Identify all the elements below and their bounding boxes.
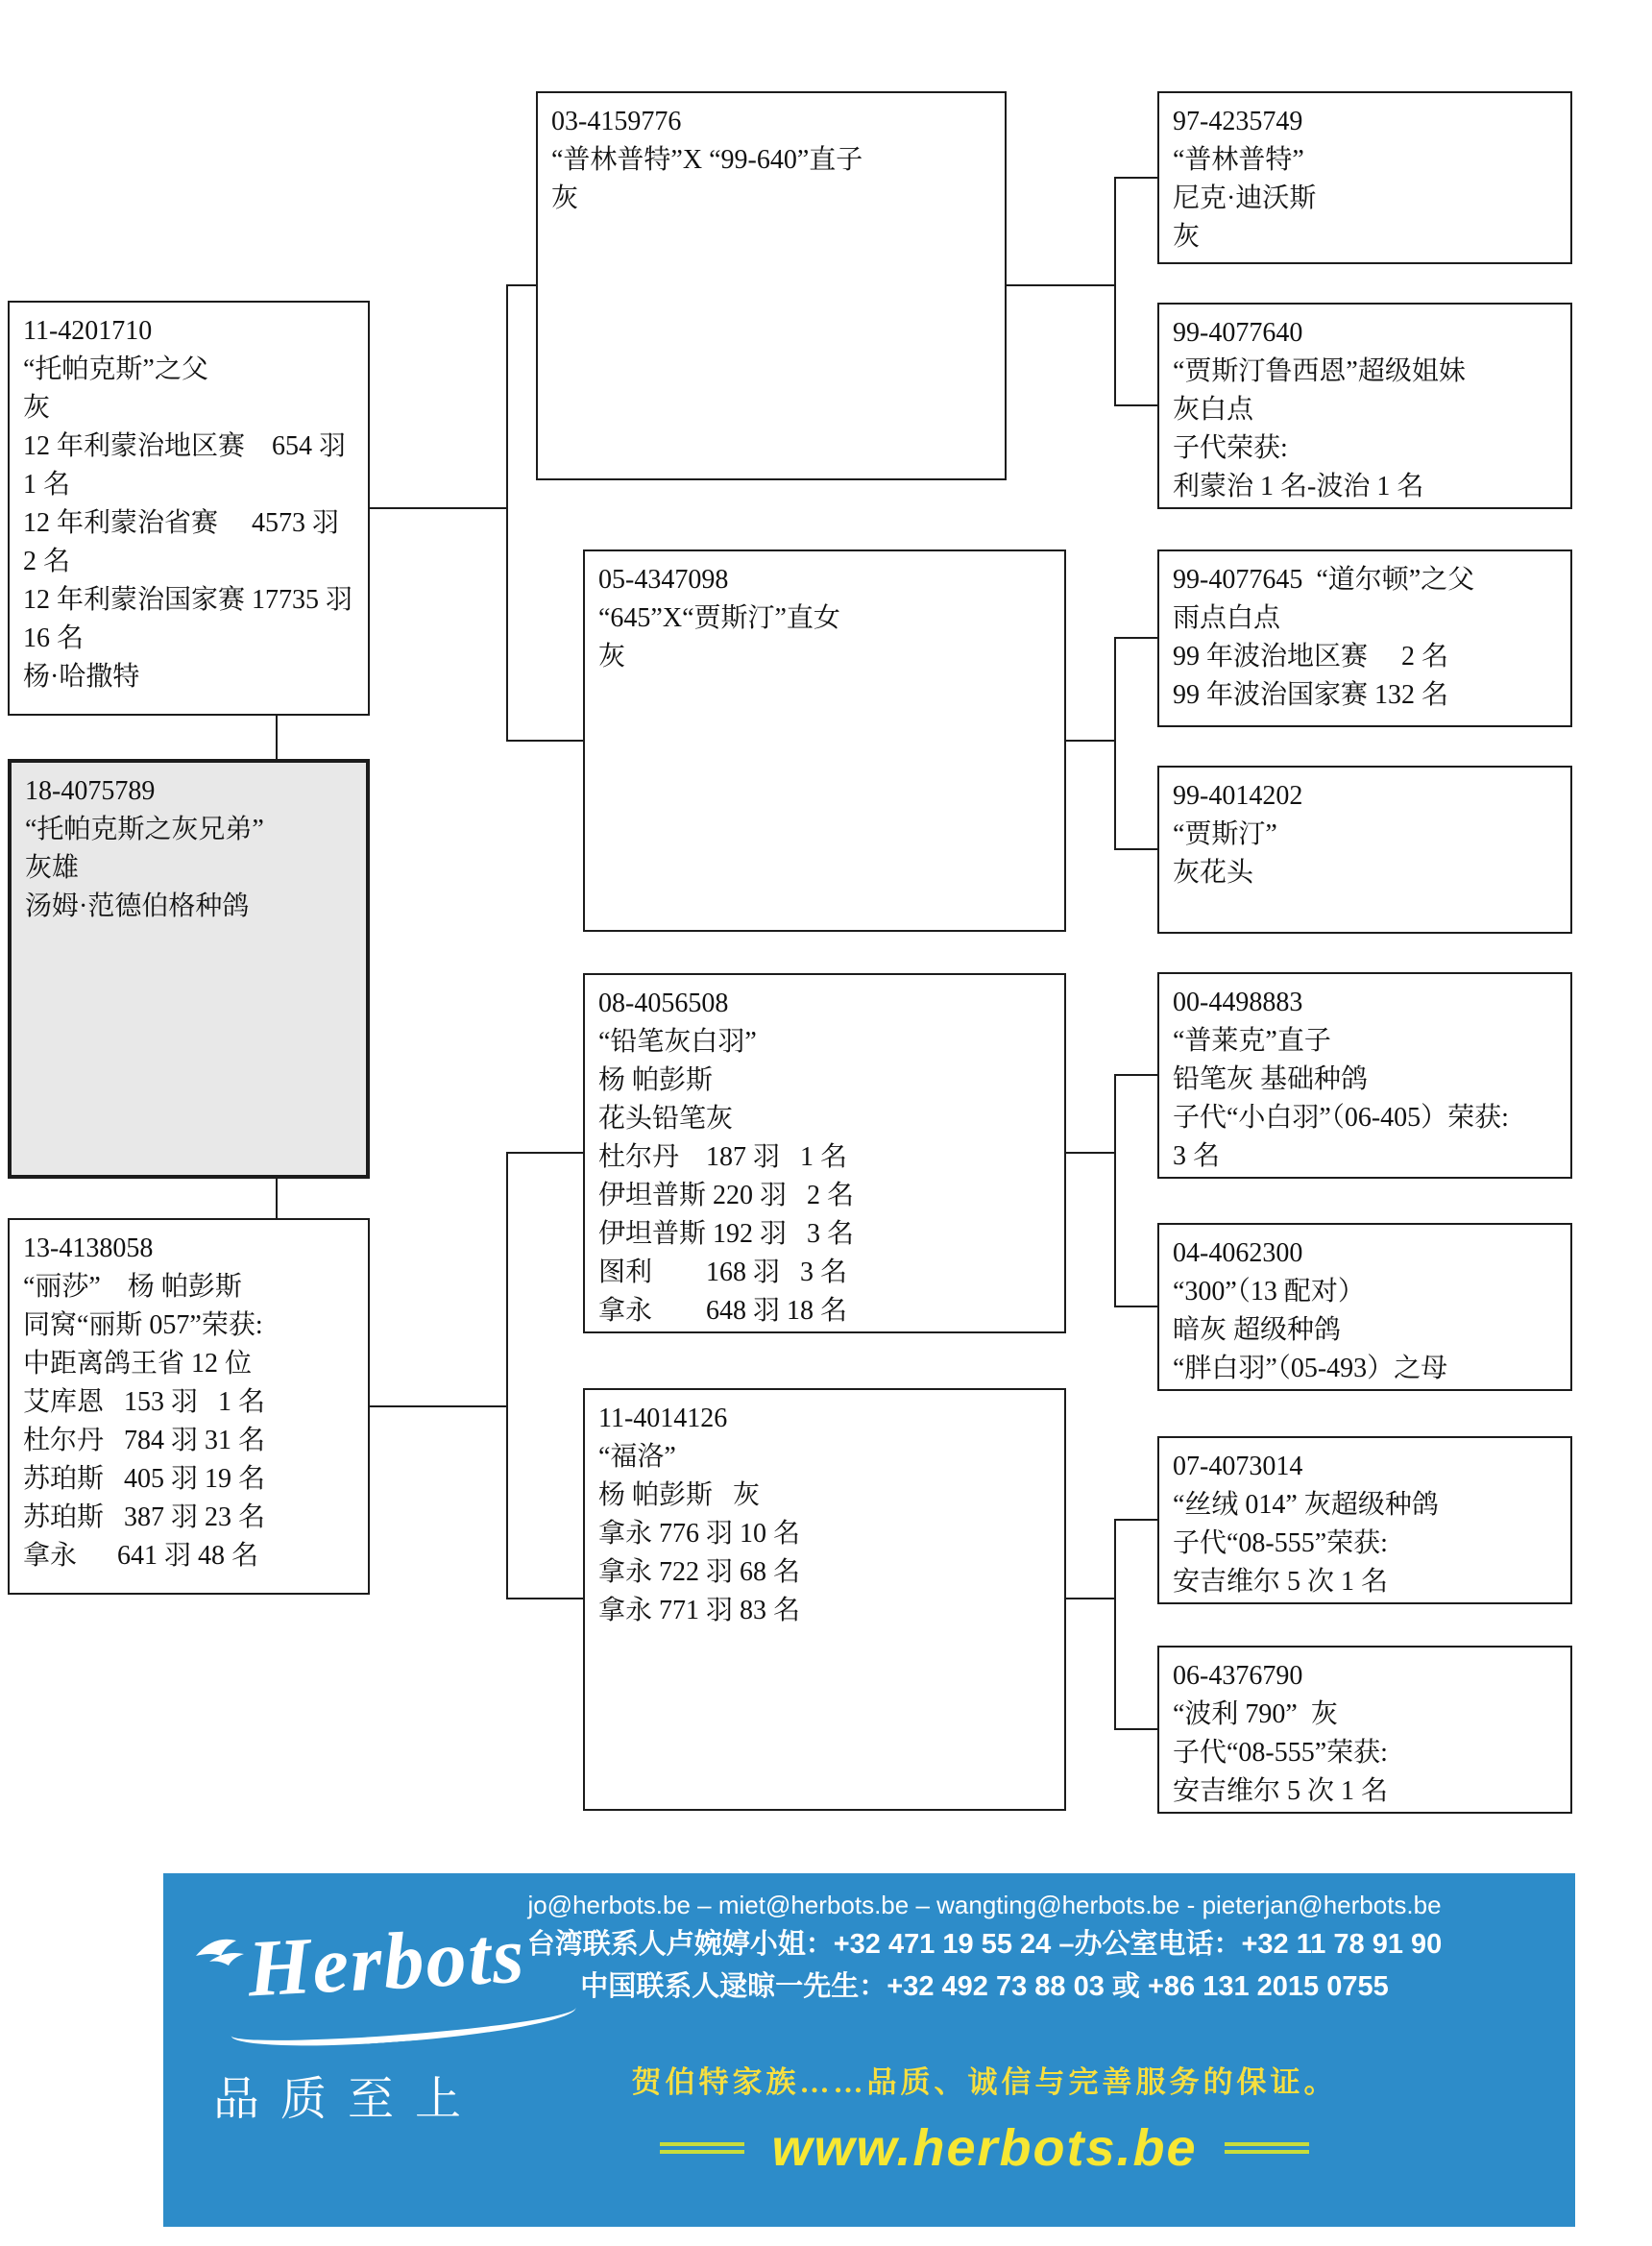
pedigree-line: 07-4073014 [1173, 1452, 1303, 1481]
pedigree-line: 11-4014126 [598, 1404, 728, 1433]
pedigree-box-99-4014202 [1157, 766, 1572, 934]
pedigree-line: 伊坦普斯 192 羽 3 名 [598, 1219, 855, 1249]
pedigree-line: 99-4077645 “道尔顿”之父 [1173, 565, 1475, 595]
pedigree-line: 12 年利蒙治国家赛 17735 羽 16 名 [23, 585, 360, 653]
pedigree-line: 艾库恩 153 羽 1 名 [23, 1387, 266, 1417]
pedigree-line: 苏珀斯 387 羽 23 名 [23, 1502, 266, 1532]
pedigree-line: “普林普特” [1173, 145, 1304, 175]
pedigree-line: 灰 [598, 642, 626, 671]
connector-line [1066, 1598, 1114, 1599]
pedigree-line: 04-4062300 [1173, 1238, 1303, 1268]
banner-website: www.herbots.be [771, 2119, 1198, 2177]
pedigree-line: 汤姆·范德伯格种鸽 [25, 891, 250, 921]
banner-tagline: 贺伯特家族……品质、诚信与完善服务的保证。 [631, 2065, 1338, 2099]
pedigree-line: 利蒙治 1 名-波治 1 名 [1173, 472, 1424, 501]
pedigree-line: 灰 [23, 393, 51, 423]
pedigree-line: “普林普特”X “99-640”直子 [551, 145, 863, 175]
pedigree-line: 99 年波治地区赛 2 名 [1173, 642, 1449, 671]
pedigree-line: 拿永 722 羽 68 名 [598, 1557, 801, 1587]
connector-line [506, 1598, 583, 1599]
pedigree-line: 灰 [1173, 222, 1201, 252]
connector-line [276, 716, 278, 759]
connector-line [1114, 404, 1157, 406]
pedigree-line: 拿永 641 羽 48 名 [23, 1541, 259, 1571]
pedigree-line: 12 年利蒙治地区赛 654 羽 1 名 [23, 431, 367, 500]
pedigree-line: 中距离鸽王省 12 位 [23, 1349, 253, 1379]
pedigree-line: 99-4077640 [1173, 318, 1303, 348]
banner-taiwan-contact: 台湾联系人卢婉婷小姐：+32 471 19 55 24 –办公室电话：+32 11 78 91 90 [526, 1929, 1443, 1960]
decor-double-line [1225, 2142, 1309, 2154]
pedigree-box-99-4077645 [1157, 549, 1572, 727]
herbots-banner [163, 1873, 1575, 2227]
pedigree-line: 子代“08-555”荣获: [1173, 1528, 1388, 1558]
pedigree-line: “贾斯汀鲁西恩”超级姐妹 [1173, 356, 1466, 386]
pedigree-line: 安吉维尔 5 次 1 名 [1173, 1567, 1389, 1597]
pedigree-line: 安吉维尔 5 次 1 名 [1173, 1776, 1389, 1806]
pedigree-line: 灰花头 [1173, 858, 1254, 888]
pedigree-box-11-4014126 [583, 1388, 1066, 1811]
pedigree-box-08-4056508 [583, 973, 1066, 1333]
connector-line [1114, 1519, 1116, 1730]
pedigree-line: “波利 790” 灰 [1173, 1699, 1338, 1729]
pedigree-line: 12 年利蒙治省赛 4573 羽 2 名 [23, 508, 360, 576]
pedigree-line: 99 年波治国家赛 132 名 [1173, 680, 1449, 710]
connector-line [1114, 1728, 1157, 1730]
pedigree-box-06-4376790 [1157, 1646, 1572, 1814]
connector-line [1114, 848, 1157, 850]
pedigree-line: “胖白羽”（05-493）之母 [1173, 1354, 1448, 1383]
banner-slogan: 品质至上 [213, 2074, 483, 2125]
pedigree-line: 18-4075789 [25, 776, 156, 806]
connector-line [370, 1405, 506, 1407]
banner-china-contact: 中国联系人逯晾一先生：+32 492 73 88 03 或 +86 131 2015 0755 [580, 1971, 1389, 2002]
pedigree-line: “贾斯汀” [1173, 819, 1277, 849]
pedigree-line: 伊坦普斯 220 羽 2 名 [598, 1181, 855, 1210]
pedigree-line: 00-4498883 [1173, 988, 1303, 1017]
pedigree-line: 同窝“丽斯 057”荣获: [23, 1310, 263, 1340]
pedigree-line: 子代“08-555”荣获: [1173, 1738, 1388, 1768]
pedigree-line: 子代“小白羽”（06-405）荣获: [1173, 1103, 1509, 1133]
pedigree-line: 灰白点 [1173, 395, 1254, 425]
connector-line [276, 1179, 278, 1218]
connector-line [506, 1152, 508, 1599]
pedigree-line: 花头铅笔灰 [598, 1104, 734, 1134]
pedigree-line: 拿永 776 羽 10 名 [598, 1519, 801, 1549]
pedigree-box-18-4075789-subject [8, 759, 370, 1179]
pedigree-line: “福洛” [598, 1442, 676, 1472]
pedigree-line: 杨 帕彭斯 灰 [598, 1480, 761, 1510]
connector-line [1114, 177, 1157, 179]
pedigree-box-05-4347098 [583, 549, 1066, 932]
connector-line [506, 284, 536, 286]
pedigree-box-99-4077640 [1157, 303, 1572, 509]
pedigree-line: 杜尔丹 187 羽 1 名 [598, 1142, 848, 1172]
pedigree-box-11-4201710 [8, 301, 370, 716]
pedigree-line: 拿永 771 羽 83 名 [598, 1596, 801, 1625]
pedigree-line: 06-4376790 [1173, 1661, 1303, 1691]
pedigree-line: 杜尔丹 784 羽 31 名 [23, 1426, 266, 1455]
pedigree-line: 灰 [551, 183, 579, 213]
pedigree-line: 杨·哈撒特 [23, 662, 140, 692]
connector-line [1066, 740, 1114, 742]
connector-line [1114, 1074, 1157, 1076]
connector-line [1114, 1074, 1116, 1307]
pedigree-line: 暗灰 超级种鸽 [1173, 1315, 1342, 1345]
pedigree-line: 雨点白点 [1173, 603, 1281, 633]
banner-emails: jo@herbots.be – miet@herbots.be – wangting@herbots.be - pieterjan@herbots.be [527, 1891, 1442, 1919]
pedigree-line: 99-4014202 [1173, 781, 1303, 811]
pedigree-line: 图利 168 羽 3 名 [598, 1257, 848, 1287]
pedigree-line: “托帕克斯之灰兄弟” [25, 815, 264, 844]
pedigree-line: 08-4056508 [598, 989, 729, 1018]
pedigree-line: “300”（13 配对） [1173, 1277, 1365, 1306]
pedigree-line: 11-4201710 [23, 316, 153, 346]
pedigree-box-00-4498883 [1157, 972, 1572, 1179]
connector-line [370, 507, 506, 509]
decor-double-line [660, 2142, 744, 2154]
pedigree-line: “丽莎” 杨 帕彭斯 [23, 1272, 242, 1302]
pedigree-line: “托帕克斯”之父 [23, 354, 208, 384]
connector-line [1066, 1152, 1114, 1154]
connector-line [1114, 637, 1157, 639]
connector-line [1114, 1519, 1157, 1521]
connector-line [1007, 284, 1114, 286]
pedigree-box-13-4138058 [8, 1218, 370, 1595]
banner-text-block [403, 1887, 1566, 2213]
pedigree-box-97-4235749 [1157, 91, 1572, 264]
pedigree-line: “普莱克”直子 [1173, 1026, 1331, 1056]
pedigree-line: 苏珀斯 405 羽 19 名 [23, 1464, 266, 1494]
pedigree-line: 3 名 [1173, 1141, 1221, 1171]
banner-website-row [403, 2118, 1566, 2178]
connector-line [1114, 1306, 1157, 1307]
pedigree-line: 子代荣获: [1173, 433, 1288, 463]
pedigree-line: “铅笔灰白羽” [598, 1027, 757, 1057]
pedigree-line: 铅笔灰 基础种鸽 [1173, 1064, 1369, 1094]
connector-line [1114, 177, 1116, 406]
pedigree-line: 拿永 648 羽 18 名 [598, 1296, 848, 1326]
herbots-logo-text: Herbots [245, 1910, 528, 2014]
pedigree-line: “645”X“贾斯汀”直女 [598, 603, 840, 633]
pedigree-line: 灰雄 [25, 853, 80, 883]
connector-line [1114, 637, 1116, 850]
pedigree-line: 05-4347098 [598, 565, 729, 595]
connector-line [506, 1152, 583, 1154]
connector-line [506, 284, 508, 742]
pedigree-box-04-4062300 [1157, 1223, 1572, 1391]
connector-line [506, 740, 583, 742]
pedigree-line: 97-4235749 [1173, 107, 1303, 136]
pedigree-line: “丝绒 014” 灰超级种鸽 [1173, 1490, 1439, 1520]
pedigree-line: 尼克·迪沃斯 [1173, 183, 1317, 213]
pedigree-line: 杨 帕彭斯 [598, 1065, 714, 1095]
pedigree-box-03-4159776 [536, 91, 1007, 480]
pedigree-box-07-4073014 [1157, 1436, 1572, 1604]
pedigree-line: 13-4138058 [23, 1233, 154, 1263]
pedigree-line: 03-4159776 [551, 107, 682, 136]
